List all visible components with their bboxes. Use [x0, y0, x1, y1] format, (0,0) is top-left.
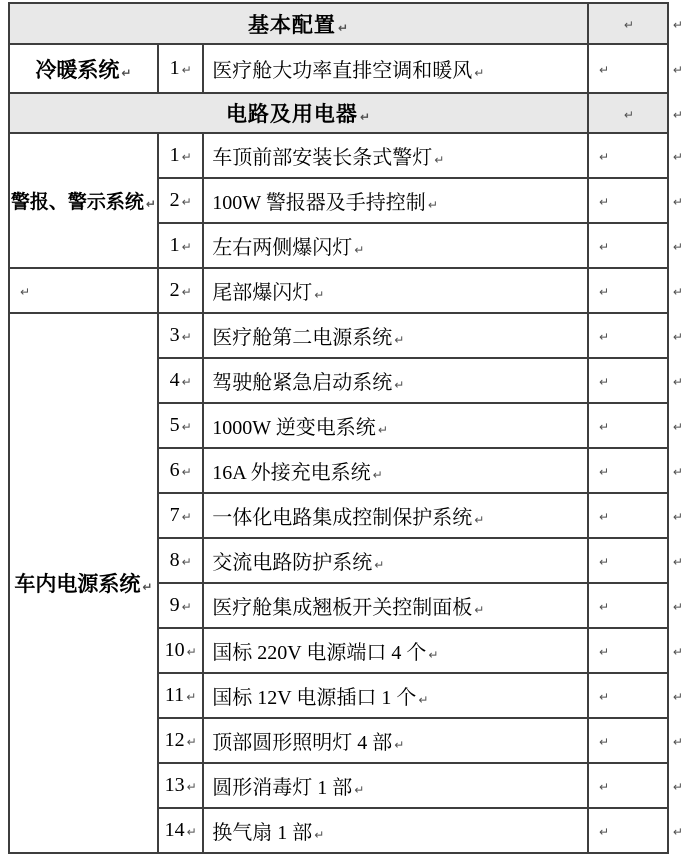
value-cell: [588, 673, 668, 718]
paragraph-mark-icon: ↵: [314, 288, 325, 302]
paragraph-mark-icon: ↵: [20, 285, 31, 299]
value-cell: [588, 93, 668, 133]
paragraph-mark-icon: ↵: [181, 510, 192, 524]
paragraph-mark-icon: ↵: [354, 243, 365, 257]
paragraph-mark-icon: ↵: [672, 375, 683, 389]
paragraph-mark-icon: ↵: [394, 378, 405, 392]
item-desc-cell: 1000W 逆变电系统 ↵: [203, 403, 588, 448]
value-cell: [588, 718, 668, 763]
row-end-mark: [668, 133, 684, 178]
paragraph-mark-icon: ↵: [672, 195, 683, 209]
paragraph-mark-icon: ↵: [598, 555, 609, 569]
item-number-cell: 2 ↵: [158, 178, 203, 223]
item-desc-cell: 驾驶舱紧急启动系统 ↵: [203, 358, 588, 403]
value-cell: [588, 268, 668, 313]
item-number-cell: 1 ↵: [158, 223, 203, 268]
paragraph-mark-icon: ↵: [672, 18, 683, 32]
paragraph-mark-icon: ↵: [672, 555, 683, 569]
paragraph-mark-icon: ↵: [186, 780, 197, 794]
paragraph-mark-icon: ↵: [598, 195, 609, 209]
table-row: [9, 313, 684, 358]
table-row: [9, 133, 684, 178]
paragraph-mark-icon: ↵: [623, 18, 634, 32]
paragraph-mark-icon: ↵: [672, 690, 683, 704]
paragraph-mark-icon: ↵: [598, 150, 609, 164]
row-end-mark: [668, 268, 684, 313]
item-desc-cell: 100W 警报器及手持控制 ↵: [203, 178, 588, 223]
paragraph-mark-icon: ↵: [186, 690, 197, 704]
item-desc-cell: 圆形消毒灯 1 部 ↵: [203, 763, 588, 808]
item-number-cell: 4 ↵: [158, 358, 203, 403]
row-end-mark: [668, 93, 684, 133]
value-cell: [588, 583, 668, 628]
item-number-cell: 7 ↵: [158, 493, 203, 538]
table-row: [9, 44, 684, 93]
item-number-cell: 6 ↵: [158, 448, 203, 493]
paragraph-mark-icon: ↵: [181, 195, 192, 209]
paragraph-mark-icon: ↵: [672, 825, 683, 839]
item-number-cell: 12 ↵: [158, 718, 203, 763]
value-cell: [588, 3, 668, 44]
paragraph-mark-icon: ↵: [598, 420, 609, 434]
paragraph-mark-icon: ↵: [598, 465, 609, 479]
section-header-row: [9, 3, 684, 44]
value-cell: [588, 403, 668, 448]
paragraph-mark-icon: ↵: [598, 735, 609, 749]
paragraph-mark-icon: ↵: [598, 375, 609, 389]
paragraph-mark-icon: ↵: [337, 20, 349, 35]
row-end-mark: [668, 763, 684, 808]
value-cell: [588, 448, 668, 493]
item-desc-cell: 换气扇 1 部 ↵: [203, 808, 588, 853]
item-number-cell: 2 ↵: [158, 268, 203, 313]
paragraph-mark-icon: ↵: [186, 735, 197, 749]
section-header-cell: [9, 3, 588, 44]
paragraph-mark-icon: ↵: [598, 600, 609, 614]
row-end-mark: [668, 448, 684, 493]
paragraph-mark-icon: ↵: [672, 735, 683, 749]
paragraph-mark-icon: ↵: [181, 375, 192, 389]
paragraph-mark-icon: ↵: [145, 197, 156, 211]
paragraph-mark-icon: ↵: [181, 150, 192, 164]
row-end-mark: [668, 493, 684, 538]
item-desc-cell: 一体化电路集成控制保护系统 ↵: [203, 493, 588, 538]
section-title: 电路及用电器: [225, 102, 358, 126]
row-end-mark: [668, 3, 684, 44]
paragraph-mark-icon: ↵: [181, 63, 192, 77]
item-number-cell: 3 ↵: [158, 313, 203, 358]
paragraph-mark-icon: ↵: [672, 240, 683, 254]
paragraph-mark-icon: ↵: [354, 783, 365, 797]
paragraph-mark-icon: ↵: [418, 693, 429, 707]
item-desc-cell: 医疗舱集成翘板开关控制面板 ↵: [203, 583, 588, 628]
paragraph-mark-icon: ↵: [181, 330, 192, 344]
item-number-cell: 14 ↵: [158, 808, 203, 853]
paragraph-mark-icon: ↵: [672, 63, 683, 77]
item-number-cell: 11 ↵: [158, 673, 203, 718]
item-number-cell: 8 ↵: [158, 538, 203, 583]
item-desc-cell: 国标 220V 电源端口 4 个 ↵: [203, 628, 588, 673]
item-number-cell: 13 ↵: [158, 763, 203, 808]
item-desc-cell: 交流电路防护系统 ↵: [203, 538, 588, 583]
paragraph-mark-icon: ↵: [474, 513, 485, 527]
paragraph-mark-icon: ↵: [181, 420, 192, 434]
paragraph-mark-icon: ↵: [474, 66, 485, 80]
category-label: 车内电源系统: [14, 572, 141, 596]
paragraph-mark-icon: ↵: [427, 198, 438, 212]
paragraph-mark-icon: ↵: [181, 465, 192, 479]
value-cell: [588, 493, 668, 538]
value-cell: [588, 358, 668, 403]
row-end-mark: [668, 223, 684, 268]
paragraph-mark-icon: ↵: [672, 285, 683, 299]
paragraph-mark-icon: ↵: [434, 153, 445, 167]
category-cell: [9, 133, 158, 268]
value-cell: [588, 538, 668, 583]
row-end-mark: [668, 403, 684, 448]
paragraph-mark-icon: ↵: [314, 828, 325, 842]
item-desc-cell: 尾部爆闪灯 ↵: [203, 268, 588, 313]
value-cell: [588, 808, 668, 853]
paragraph-mark-icon: ↵: [672, 510, 683, 524]
row-end-mark: [668, 718, 684, 763]
item-desc-cell: 左右两侧爆闪灯 ↵: [203, 223, 588, 268]
value-cell: [588, 223, 668, 268]
row-end-mark: [668, 538, 684, 583]
section-header-cell: [9, 93, 588, 133]
value-cell: [588, 44, 668, 93]
section-header-row: [9, 93, 684, 133]
paragraph-mark-icon: ↵: [374, 558, 385, 572]
row-end-mark: [668, 673, 684, 718]
category-cell: [9, 313, 158, 853]
category-cell: [9, 44, 158, 93]
paragraph-mark-icon: ↵: [598, 645, 609, 659]
paragraph-mark-icon: ↵: [672, 420, 683, 434]
paragraph-mark-icon: ↵: [372, 468, 383, 482]
paragraph-mark-icon: ↵: [672, 465, 683, 479]
paragraph-mark-icon: ↵: [623, 107, 634, 122]
paragraph-mark-icon: ↵: [672, 150, 683, 164]
section-title: 基本配置: [247, 12, 336, 37]
config-table: [8, 2, 685, 854]
paragraph-mark-icon: ↵: [142, 580, 153, 594]
paragraph-mark-icon: ↵: [598, 825, 609, 839]
paragraph-mark-icon: ↵: [394, 333, 405, 347]
paragraph-mark-icon: ↵: [474, 603, 485, 617]
paragraph-mark-icon: ↵: [394, 738, 405, 752]
item-desc-cell: 国标 12V 电源插口 1 个 ↵: [203, 673, 588, 718]
value-cell: [588, 178, 668, 223]
paragraph-mark-icon: ↵: [672, 645, 683, 659]
item-desc-cell: 16A 外接充电系统 ↵: [203, 448, 588, 493]
paragraph-mark-icon: ↵: [598, 285, 609, 299]
value-cell: [588, 763, 668, 808]
paragraph-mark-icon: ↵: [181, 240, 192, 254]
category-label: 警报、警示系统: [10, 192, 144, 213]
row-end-mark: [668, 358, 684, 403]
item-desc-cell: 医疗舱大功率直排空调和暖风 ↵: [203, 44, 588, 93]
item-number-cell: 5 ↵: [158, 403, 203, 448]
paragraph-mark-icon: ↵: [598, 510, 609, 524]
category-label: 冷暖系统: [35, 57, 120, 82]
item-number-cell: 9 ↵: [158, 583, 203, 628]
item-number-cell: 1 ↵: [158, 44, 203, 93]
paragraph-mark-icon: ↵: [598, 690, 609, 704]
paragraph-mark-icon: ↵: [181, 285, 192, 299]
value-cell: [588, 133, 668, 178]
item-desc-cell: 车顶前部安装长条式警灯 ↵: [203, 133, 588, 178]
row-end-mark: [668, 44, 684, 93]
row-end-mark: [668, 628, 684, 673]
paragraph-mark-icon: ↵: [428, 648, 439, 662]
value-cell: [588, 628, 668, 673]
paragraph-mark-icon: ↵: [186, 825, 197, 839]
item-number-cell: 1 ↵: [158, 133, 203, 178]
paragraph-mark-icon: ↵: [672, 780, 683, 794]
item-desc-cell: 顶部圆形照明灯 4 部 ↵: [203, 718, 588, 763]
paragraph-mark-icon: ↵: [598, 780, 609, 794]
row-end-mark: [668, 583, 684, 628]
row-end-mark: [668, 313, 684, 358]
paragraph-mark-icon: ↵: [181, 600, 192, 614]
paragraph-mark-icon: ↵: [672, 330, 683, 344]
paragraph-mark-icon: ↵: [359, 110, 371, 124]
value-cell: [588, 313, 668, 358]
paragraph-mark-icon: ↵: [598, 330, 609, 344]
paragraph-mark-icon: ↵: [598, 240, 609, 254]
item-desc-cell: 医疗舱第二电源系统 ↵: [203, 313, 588, 358]
category-cell: [9, 268, 158, 313]
table-row: [9, 268, 684, 313]
row-end-mark: [668, 178, 684, 223]
paragraph-mark-icon: ↵: [377, 423, 388, 437]
paragraph-mark-icon: ↵: [672, 600, 683, 614]
paragraph-mark-icon: ↵: [181, 555, 192, 569]
row-end-mark: [668, 808, 684, 853]
paragraph-mark-icon: ↵: [672, 107, 683, 122]
item-number-cell: 10 ↵: [158, 628, 203, 673]
paragraph-mark-icon: ↵: [186, 645, 197, 659]
paragraph-mark-icon: ↵: [121, 65, 132, 80]
paragraph-mark-icon: ↵: [598, 63, 609, 77]
